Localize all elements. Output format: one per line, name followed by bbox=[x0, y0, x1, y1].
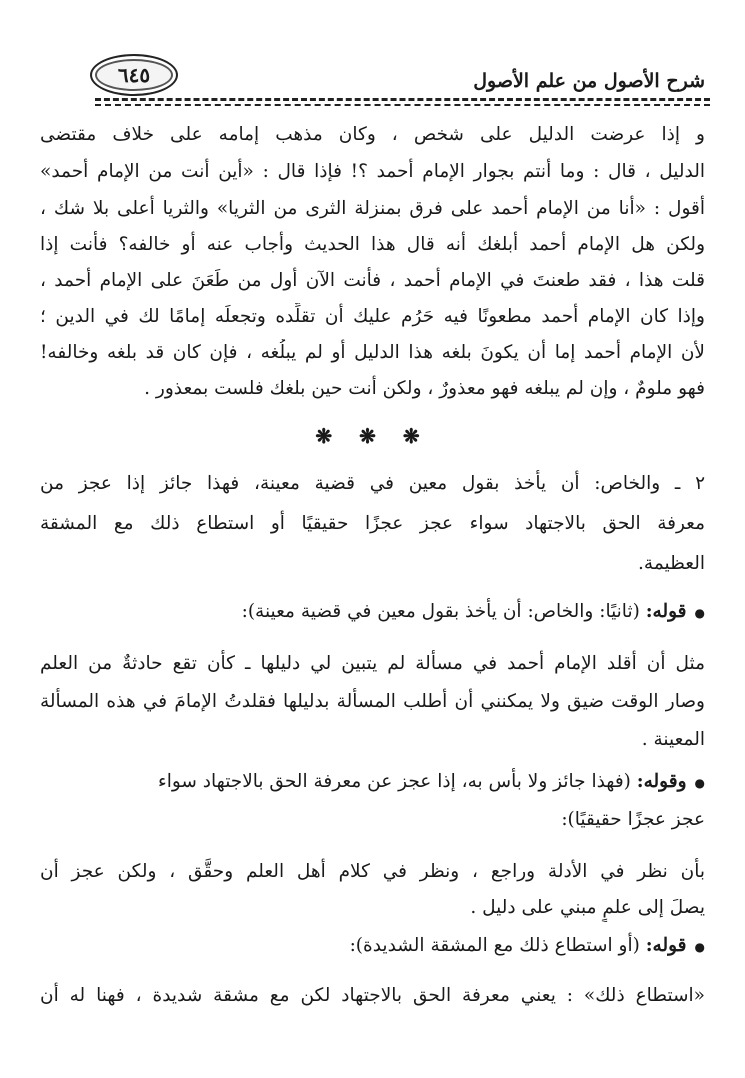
matn-line: معرفة الحق بالاجتهاد سواء عجز عجزًا حقيقيًا أو استطاع ذلك مع المشقة bbox=[40, 513, 705, 534]
body-line: لأن الإمام أحمد إما أن يكونَ بلغه هذا الدليل أو لم يبلُغه ، فإن كان قد بلغه وخالفه! bbox=[40, 342, 705, 363]
matn-line: العظيمة. bbox=[638, 553, 705, 574]
waqawluh-label: وقوله: bbox=[636, 771, 687, 792]
bullet-icon: ● bbox=[694, 940, 705, 954]
commentary-heading bbox=[40, 932, 705, 961]
qawluh-label: قوله: bbox=[645, 935, 687, 956]
body-line: الدليل ، قال : وما أنتم بجوار الإمام أحمد ؟! فإذا قال : «أين أنت من الإمام أحمد» bbox=[40, 161, 705, 182]
section-separator: ❋ ❋ ❋ bbox=[315, 424, 430, 448]
body-line: وصار الوقت ضيق ولا يمكنني أن أطلب المسألة بدليلها فقلدتُ الإمامَ في هذه المسألة bbox=[40, 691, 705, 712]
quoted-text: (فهذا جائز ولا بأس به، إذا عجز عن معرفة الحق بالاجتهاد سواء bbox=[158, 771, 631, 792]
body-line: وإذا كان الإمام أحمد مطعونًا فيه حَرُم عليك أن تقلِّده وتجعلَه إمامًا لك في الدين ؛ bbox=[40, 306, 705, 327]
body-line: أقول : «أنا من الإمام أحمد على فرق بمنزلة الثرى من الثريا» والثريا أعلى بلا شك ، bbox=[40, 198, 705, 219]
body-line: يصلَ إلى علمٍ مبني على دليل . bbox=[470, 897, 705, 918]
body-line: فهو ملومٌ ، وإن لم يبلغه فهو معذورٌ ، ولكن أنت حين بلغك فلست بمعذور . bbox=[144, 378, 705, 399]
page-number-badge bbox=[90, 54, 178, 96]
body-line: ولكن هل الإمام أحمد أبلغك أنه قال هذا الحديث وأجاب عنه أو خالفه؟ فأنت إذا bbox=[40, 234, 705, 255]
bullet-icon: ● bbox=[694, 776, 705, 790]
header-rule bbox=[95, 98, 710, 101]
body-line: المعينة . bbox=[641, 729, 705, 750]
commentary-heading bbox=[40, 598, 705, 627]
body-line: و إذا عرضت الدليل على شخص ، وكان مذهب إمامه على خلاف مقتضى bbox=[40, 124, 705, 145]
commentary-heading bbox=[40, 768, 705, 797]
bullet-icon: ● bbox=[694, 606, 705, 620]
body-line: «استطاع ذلك» : يعني معرفة الحق بالاجتهاد لكن مع مشقة شديدة ، فهنا له أن bbox=[40, 985, 705, 1006]
matn-line: ٢ ـ والخاص: أن يأخذ بقول معين في قضية معينة، فهذا جائز إذا عجز من bbox=[40, 473, 705, 494]
body-line: مثل أن أقلد الإمام أحمد في مسألة لم يتبين لي دليلها ـ كأن تقع حادثةٌ من العلم bbox=[40, 653, 705, 674]
qawluh-label: قوله: bbox=[645, 601, 687, 622]
header-rule-inner bbox=[95, 104, 710, 106]
page-number: ٦٤٥ bbox=[117, 63, 151, 87]
quoted-text: (ثانيًا: والخاص: أن يأخذ بقول معين في قضية معينة): bbox=[241, 601, 640, 622]
quoted-text: (أو استطاع ذلك مع المشقة الشديدة): bbox=[349, 935, 640, 956]
running-title: شرح الأصول من علم الأصول bbox=[473, 70, 705, 92]
quoted-text-cont: عجز عجزًا حقيقيًا): bbox=[561, 809, 705, 830]
body-line: قلت هذا ، فقد طعنتَ في الإمام أحمد ، فأنت الآن أول من طَعَنَ على الإمام أحمد ، bbox=[40, 270, 705, 291]
page-header bbox=[90, 52, 705, 100]
body-line: بأن نظر في الأدلة وراجع ، ونظر في كلام أهل العلم وحقَّق ، ولكن عجز أن bbox=[40, 861, 705, 882]
